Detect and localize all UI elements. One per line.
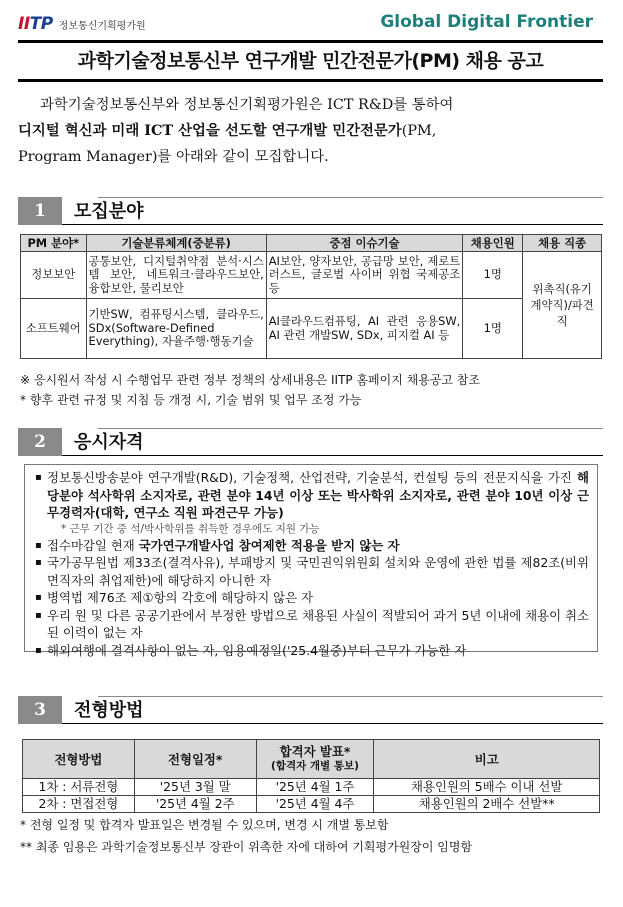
section-number: 2 (18, 428, 62, 456)
schedule-cell: '25년 3월 말 (134, 779, 256, 796)
iitp-logo (18, 14, 146, 34)
remark-cell: 채용인원의 5배수 이내 선발 (374, 779, 600, 796)
count-cell: 1명 (463, 299, 523, 359)
section-number: 1 (18, 197, 62, 225)
section-title: 모집분야 (74, 201, 144, 222)
table-row (21, 299, 602, 359)
list-item: ▪ 우리 원 및 다른 공공기관에서 부정한 방법으로 채용된 사실이 적발되어 과거 5년 이내에 채용이 취소된 이력이 없는 자 (47, 607, 589, 642)
classification-cell: 공통보안, 디지털취약점 분석·시스템 보안, 네트워크·클라우드보안, 융합보안, 물리보안 (86, 252, 266, 299)
table-header-row (23, 740, 600, 779)
job-type: 위촉직(유기계약직)/파견직 (530, 282, 594, 328)
step-cell: 1차 : 서류전형 (23, 779, 135, 796)
list-item (47, 469, 589, 522)
announce-header: 합격자 발표* (279, 744, 351, 759)
qualifications-box (24, 464, 598, 658)
qualification-bold-text: 국가연구개발사업 참여제한 적용을 받지 않는 자 (138, 537, 400, 553)
section-1-note-1: ※ 응시원서 작성 시 수행업무 관련 정부 정책의 상세내용은 IITP 홈페이지 채용공고 참조 (20, 373, 481, 387)
classification-cell: 기반SW, 컴퓨팅시스템, 클라우드, SDx(Software-Defined Everything), 자율주행·행동기술 (86, 299, 266, 359)
issue-cell: AI보안, 양자보안, 공급망 보안, 제로트러스트, 글로벌 사이버 위협 국제공조 등 (266, 252, 463, 299)
schedule-cell: '25년 4월 2주 (134, 796, 256, 813)
intro-line-1: 과학기술정보통신부와 정보통신기획평가원은 ICT R&D를 통하여 (40, 97, 454, 113)
qualification-text: 접수마감일 현재 (47, 537, 139, 553)
section-1-header (18, 197, 603, 225)
table-row (23, 796, 600, 813)
intro-bold-text: 디지털 혁신과 미래 ICT 산업을 선도할 연구개발 민간전문가 (18, 122, 402, 139)
intro-line-3: Program Manager)를 아래와 같이 모집합니다. (18, 149, 329, 165)
count-cell: 1명 (463, 252, 523, 299)
section-title: 응시자격 (74, 432, 144, 453)
announce-subheader: (합격자 개별 통보) (271, 760, 359, 772)
logo-mark: IITP (18, 14, 53, 34)
issue-cell: AI클라우드컴퓨팅, AI 관련 응용SW, AI 관련 개발SW, SDx, 피지컬 AI 등 (266, 299, 463, 359)
section-title: 전형방법 (74, 700, 144, 721)
slogan: Global Digital Frontier (380, 12, 593, 32)
section-1-note-2: * 향후 관련 규정 및 지침 등 개정 시, 기술 범위 및 업무 조정 가능 (20, 393, 362, 407)
recruitment-fields-table (20, 234, 602, 359)
intro-line-2 (18, 118, 604, 144)
column-header: 기술분류체계(중분류) (86, 235, 266, 252)
qualification-text: 정보통신방송분야 연구개발(R&D), 기술정책, 산업전략, 기술분석, 컨설팅 등의 전문지식을 가진 (47, 470, 578, 485)
qualification-subnote: * 근무 기간 중 석/박사학위를 취득한 경우에도 지원 가능 (61, 522, 320, 535)
table-header-row (21, 235, 602, 252)
column-header: PM 분야* (21, 235, 87, 252)
column-header: 비고 (374, 740, 600, 779)
selection-process-table (22, 739, 600, 813)
intro-line-2-tail: (PM, (401, 123, 437, 139)
remark-cell: 채용인원의 2배수 선발** (374, 796, 600, 813)
field-cell: 소프트웨어 (21, 299, 87, 359)
column-header: 전형방법 (23, 740, 135, 779)
column-header: 중점 이슈기술 (266, 235, 463, 252)
column-header: 채용 직종 (523, 235, 602, 252)
column-header: 전형일정* (134, 740, 256, 779)
section-3-header (18, 696, 603, 724)
column-header: 채용인원 (463, 235, 523, 252)
list-item: ▪ 국가공무원법 제33조(결격사유), 부패방지 및 국민권익위원회 설치와 운영에 관한 법률 제82조(비위면직자의 취업제한)에 해당하지 아니한 자 (47, 554, 589, 589)
section-number: 3 (18, 696, 62, 724)
announce-cell: '25년 4월 1주 (256, 779, 374, 796)
list-item: ▪ 병역법 제76조 제①항의 각호에 해당하지 않은 자 (47, 589, 589, 607)
qualification-bold-text: 해당분야 석사학위 소지자로, 관련 분야 14년 이상 또는 박사학위 소지자로, 관련 분야 10년 이상 근무경력자(대학, 연구소 직원 파견근무 가능) (47, 470, 589, 520)
intro-paragraph (18, 92, 604, 170)
field-cell: 정보보안 (21, 252, 87, 299)
list-item: ▪ 해외여행에 결격사항이 없는 자, 임용예정일('25.4월중)부터 근무가 가능한 자 (47, 642, 589, 660)
announce-cell: '25년 4월 4주 (256, 796, 374, 813)
column-header (256, 740, 374, 779)
logo-org: 정보통신기획평가원 (58, 20, 146, 32)
page-title: 과학기술정보통신부 연구개발 민간전문가(PM) 채용 공고 (18, 40, 603, 82)
table-row (23, 779, 600, 796)
section-3-note-1: * 전형 일정 및 합격자 발표일은 변경될 수 있으며, 변경 시 개별 통보함 (20, 818, 389, 832)
section-3-note-2: ** 최종 임용은 과학기술정보통신부 장관이 위촉한 자에 대하여 기획평가원장이 임명함 (20, 840, 473, 854)
section-2-header (18, 428, 603, 456)
table-row (21, 252, 602, 299)
job-type-cell (523, 252, 602, 359)
list-item (47, 537, 589, 555)
step-cell: 2차 : 면접전형 (23, 796, 135, 813)
